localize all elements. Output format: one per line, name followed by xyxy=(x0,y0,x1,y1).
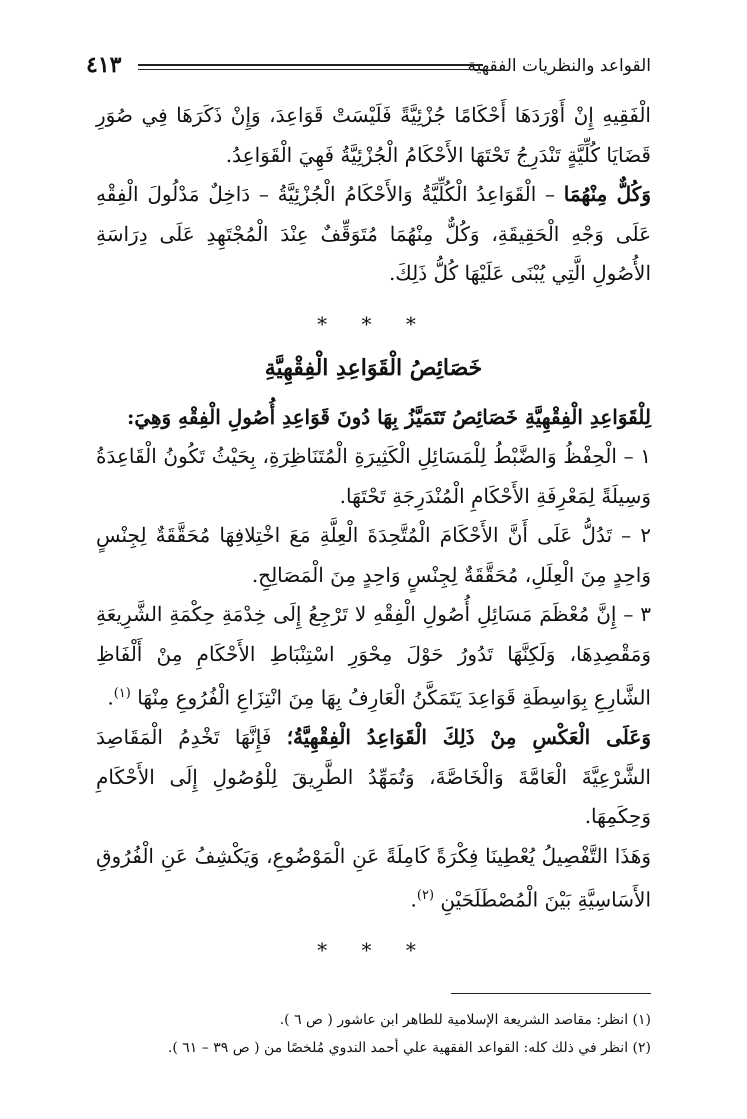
footnote-2: (٢) انظر في ذلك كله: القواعد الفقهية علي أحمد الندوي مُلخصًا من ( ص ٣٩ – ٦١ ). xyxy=(167,1040,651,1056)
list-item-1: ١ – الْحِفْظُ وَالضَّبْطُ لِلْمَسَائِلِ الْكَثِيرَةِ الْمُتَنَاظِرَةِ، بِحَيْثُ تَكُونُ الْقَاعِدَةُ وَسِيلَةً لِمَعْرِفَةِ الأَحْكَامِ الْمُنْدَرِجَةِ تَحْتَهَا. xyxy=(96,444,651,508)
footnote-1: (١) انظر: مقاصد الشريعة الإسلامية للطاهر ابن عاشور ( ص ٦ ). xyxy=(279,1012,651,1028)
list-item-3-text: ٣ – إِنَّ مُعْظَمَ مَسَائِلِ أُصُولِ الْفِقْهِ لا تَرْجِعُ إِلَى خِدْمَةِ حِكْمَةِ الشَّرِيعَةِ وَمَقْصِدِهَا، وَلَكِنَّهَا تَدُورُ حَوْلَ مِحْوَرِ اسْتِنْبَاطِ الأَحْكَامِ مِنْ أَلْفَاظِ الشَّارِعِ بِوَاسِطَةِ قَوَاعِدَ يَتَمَكَّنُ الْعَارِفُ بِهَا مِنَ انْتِزَاعِ الْفُرُوعِ مِنْهَا xyxy=(96,602,651,710)
conclusion-lead: وَعَلَى الْعَكْسِ مِنْ ذَلِكَ الْقَوَاعِدُ الْفِقْهِيَّةُ؛ xyxy=(286,725,652,750)
list-item-2: ٢ – تَدُلُّ عَلَى أَنَّ الأَحْكَامَ الْمُتَّحِدَةَ الْعِلَّةِ مَعَ اخْتِلافِهَا مُحَقَّقَةٌ لِجِنْسٍ وَاحِدٍ مِنَ الْعِلَلِ، مُحَقَّقَةٌ لِجِنْسٍ وَاحِدٍ مِنَ الْمَصَالِحِ. xyxy=(96,523,651,587)
intro-paragraph-2-text: – الْقَوَاعِدُ الْكُلِّيَّةُ وَالأَحْكَامُ الْجُزْئِيَّةُ – دَاخِلٌ مَدْلُولَ الْفِقْهِ عَلَى وَجْهِ الْحَقِيقَةِ، وَكُلٌّ مِنْهُمَا مُتَوَقِّفٌ عِنْدَ الْمُجْتَهِدِ عَلَى دِرَاسَةِ الأُصُولِ الَّتِي يُبْنَى عَلَيْهَا كُلُّ ذَلِكَ. xyxy=(96,182,651,285)
page-header xyxy=(86,52,651,84)
footnote-ref-1: (١) xyxy=(113,686,131,701)
list-item-3: ٣ – إِنَّ مُعْظَمَ مَسَائِلِ أُصُولِ الْفِقْهِ لا تَرْجِعُ إِلَى خِدْمَةِ حِكْمَةِ الشَّرِيعَةِ وَمَقْصِدِهَا، وَلَكِنَّهَا تَدُورُ حَوْلَ مِحْوَرِ اسْتِنْبَاطِ الأَحْكَامِ مِنْ أَلْفَاظِ الشَّارِعِ بِوَاسِطَةِ قَوَاعِدَ يَتَمَكَّنُ الْعَارِفُ بِهَا مِنَ انْتِزَاعِ الْفُرُوعِ مِنْهَا $^{(١)}$. xyxy=(96,602,651,710)
section-heading: خَصَائِصُ الْقَوَاعِدِ الْفِقْهِيَّةِ xyxy=(264,354,483,381)
intro-paragraph-2-lead: وَكُلٌّ مِنْهُمَا xyxy=(563,182,651,206)
conclusion-text: فَإِنَّهَا تَخْدِمُ الْمَقَاصِدَ الشَّرْعِيَّةَ الْعَامَّةَ وَالْخَاصَّةَ، وَتُمَهِّدُ الطَّرِيقَ لِلْوُصُولِ إِلَى الأَحْكَامِ وَحِكَمِهَا. xyxy=(96,725,651,829)
conclusion-paragraph xyxy=(96,718,651,837)
section-intro: لِلْقَوَاعِدِ الْفِقْهِيَّةِ خَصَائِصُ تَتَمَيَّزُ بِهَا دُونَ قَوَاعِدِ أُصُولِ الْفِقْهِ وَهِيَ: xyxy=(126,404,651,429)
intro-paragraph-1: الْفَقِيهِ إِنْ أَوْرَدَهَا أَحْكَامًا جُزْئِيَّةً فَلَيْسَتْ قَوَاعِدَ، وَإِنْ ذَكَرَهَا فِي صُوَرِ قَضَايَا كُلِّيَّةٍ تَنْدَرِجُ تَحْتَهَا الأَحْكَامُ الْجُزْئِيَّةُ فَهِيَ الْقَوَاعِدُ. xyxy=(96,103,651,167)
summary-paragraph: وَهَذَا التَّفْصِيلُ يُعْطِينَا فِكْرَةً كَامِلَةً عَنِ الْمَوْضُوعِ، وَيَكْشِفُ عَنِ الْفُرُوقِ الأَسَاسِيَّةِ بَيْنَ الْمُصْطَلَحَيْنِ $^{(٢)}$. xyxy=(96,843,651,912)
footnote-rule xyxy=(451,993,651,994)
running-title: القواعد والنظريات الفقهية xyxy=(467,56,651,76)
header-rule xyxy=(138,64,483,70)
footnote-ref-2: (٢) xyxy=(416,888,435,904)
section-separator-1: * * * xyxy=(317,311,430,336)
section-separator-2: * * * xyxy=(317,938,430,963)
page-number: ٤١٣ xyxy=(86,52,122,78)
intro-paragraph-2 xyxy=(96,175,651,294)
body-text xyxy=(96,96,651,976)
summary-text: وَهَذَا التَّفْصِيلُ يُعْطِينَا فِكْرَةً كَامِلَةً عَنِ الْمَوْضُوعِ، وَيَكْشِفُ عَنِ الْفُرُوقِ الأَسَاسِيَّةِ بَيْنَ الْمُصْطَلَحَيْنِ xyxy=(96,843,651,912)
footnotes xyxy=(96,1006,651,1062)
